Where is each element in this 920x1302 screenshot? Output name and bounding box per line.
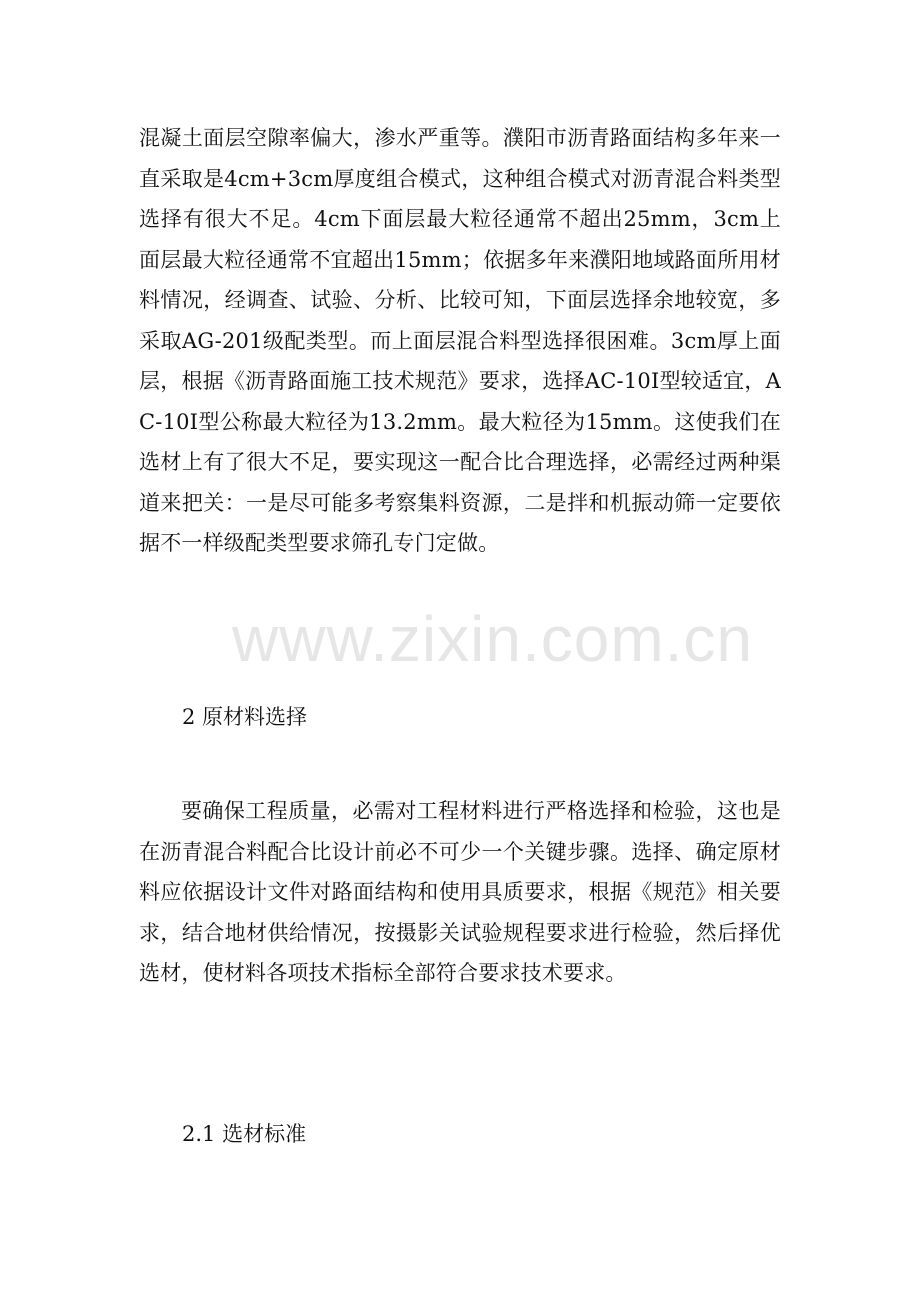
section-heading-2: 2 原材料选择 [182,705,308,729]
body-paragraph-2: 要确保工程质量，必需对工程材料进行严格选择和检验，这也是在沥青混合料配合比设计前必不可少一个关键步骤。选择、确定原材料应依据设计文件对路面结构和使用具质要求，根据《规范》相关要求，结合地材供给情况，按摄影关试验规程要求进行检验，然后择优选材，使材料各项技术指标全部符合要求技术要求。 [139,799,781,985]
body-paragraph-1: 混凝土面层空隙率偏大，渗水严重等。濮阳市沥青路面结构多年来一直采取是4cm+3cm厚度组合模式，这种组合模式对沥青混合料类型选择有很大不足。4cm下面层最大粒径通常不超出25mm，3cm上面层最大粒径通常不宜超出15mm；依据多年来濮阳地域路面所用材料情况，经调查、试验、分析、比较可知，下面层选择余地较宽，多采取AG-201级配类型。而上面层混合料型选择很困难。3cm厚上面层，根据《沥青路面施工技术规范》要求，选择AC-10I型较适宜，AC-10I型公称最大粒径为13.2mm。最大粒径为15mm。这使我们在选材上有了很大不足，要实现这一配合比合理选择，必需经过两种渠道来把关：一是尽可能多考察集料资源，二是拌和机振动筛一定要依据不一样级配类型要求筛孔专门定做。 [139,126,781,555]
watermark: www.zixin.com.cn [232,603,753,675]
section-heading-2-1: 2.1 选材标准 [182,1122,307,1146]
